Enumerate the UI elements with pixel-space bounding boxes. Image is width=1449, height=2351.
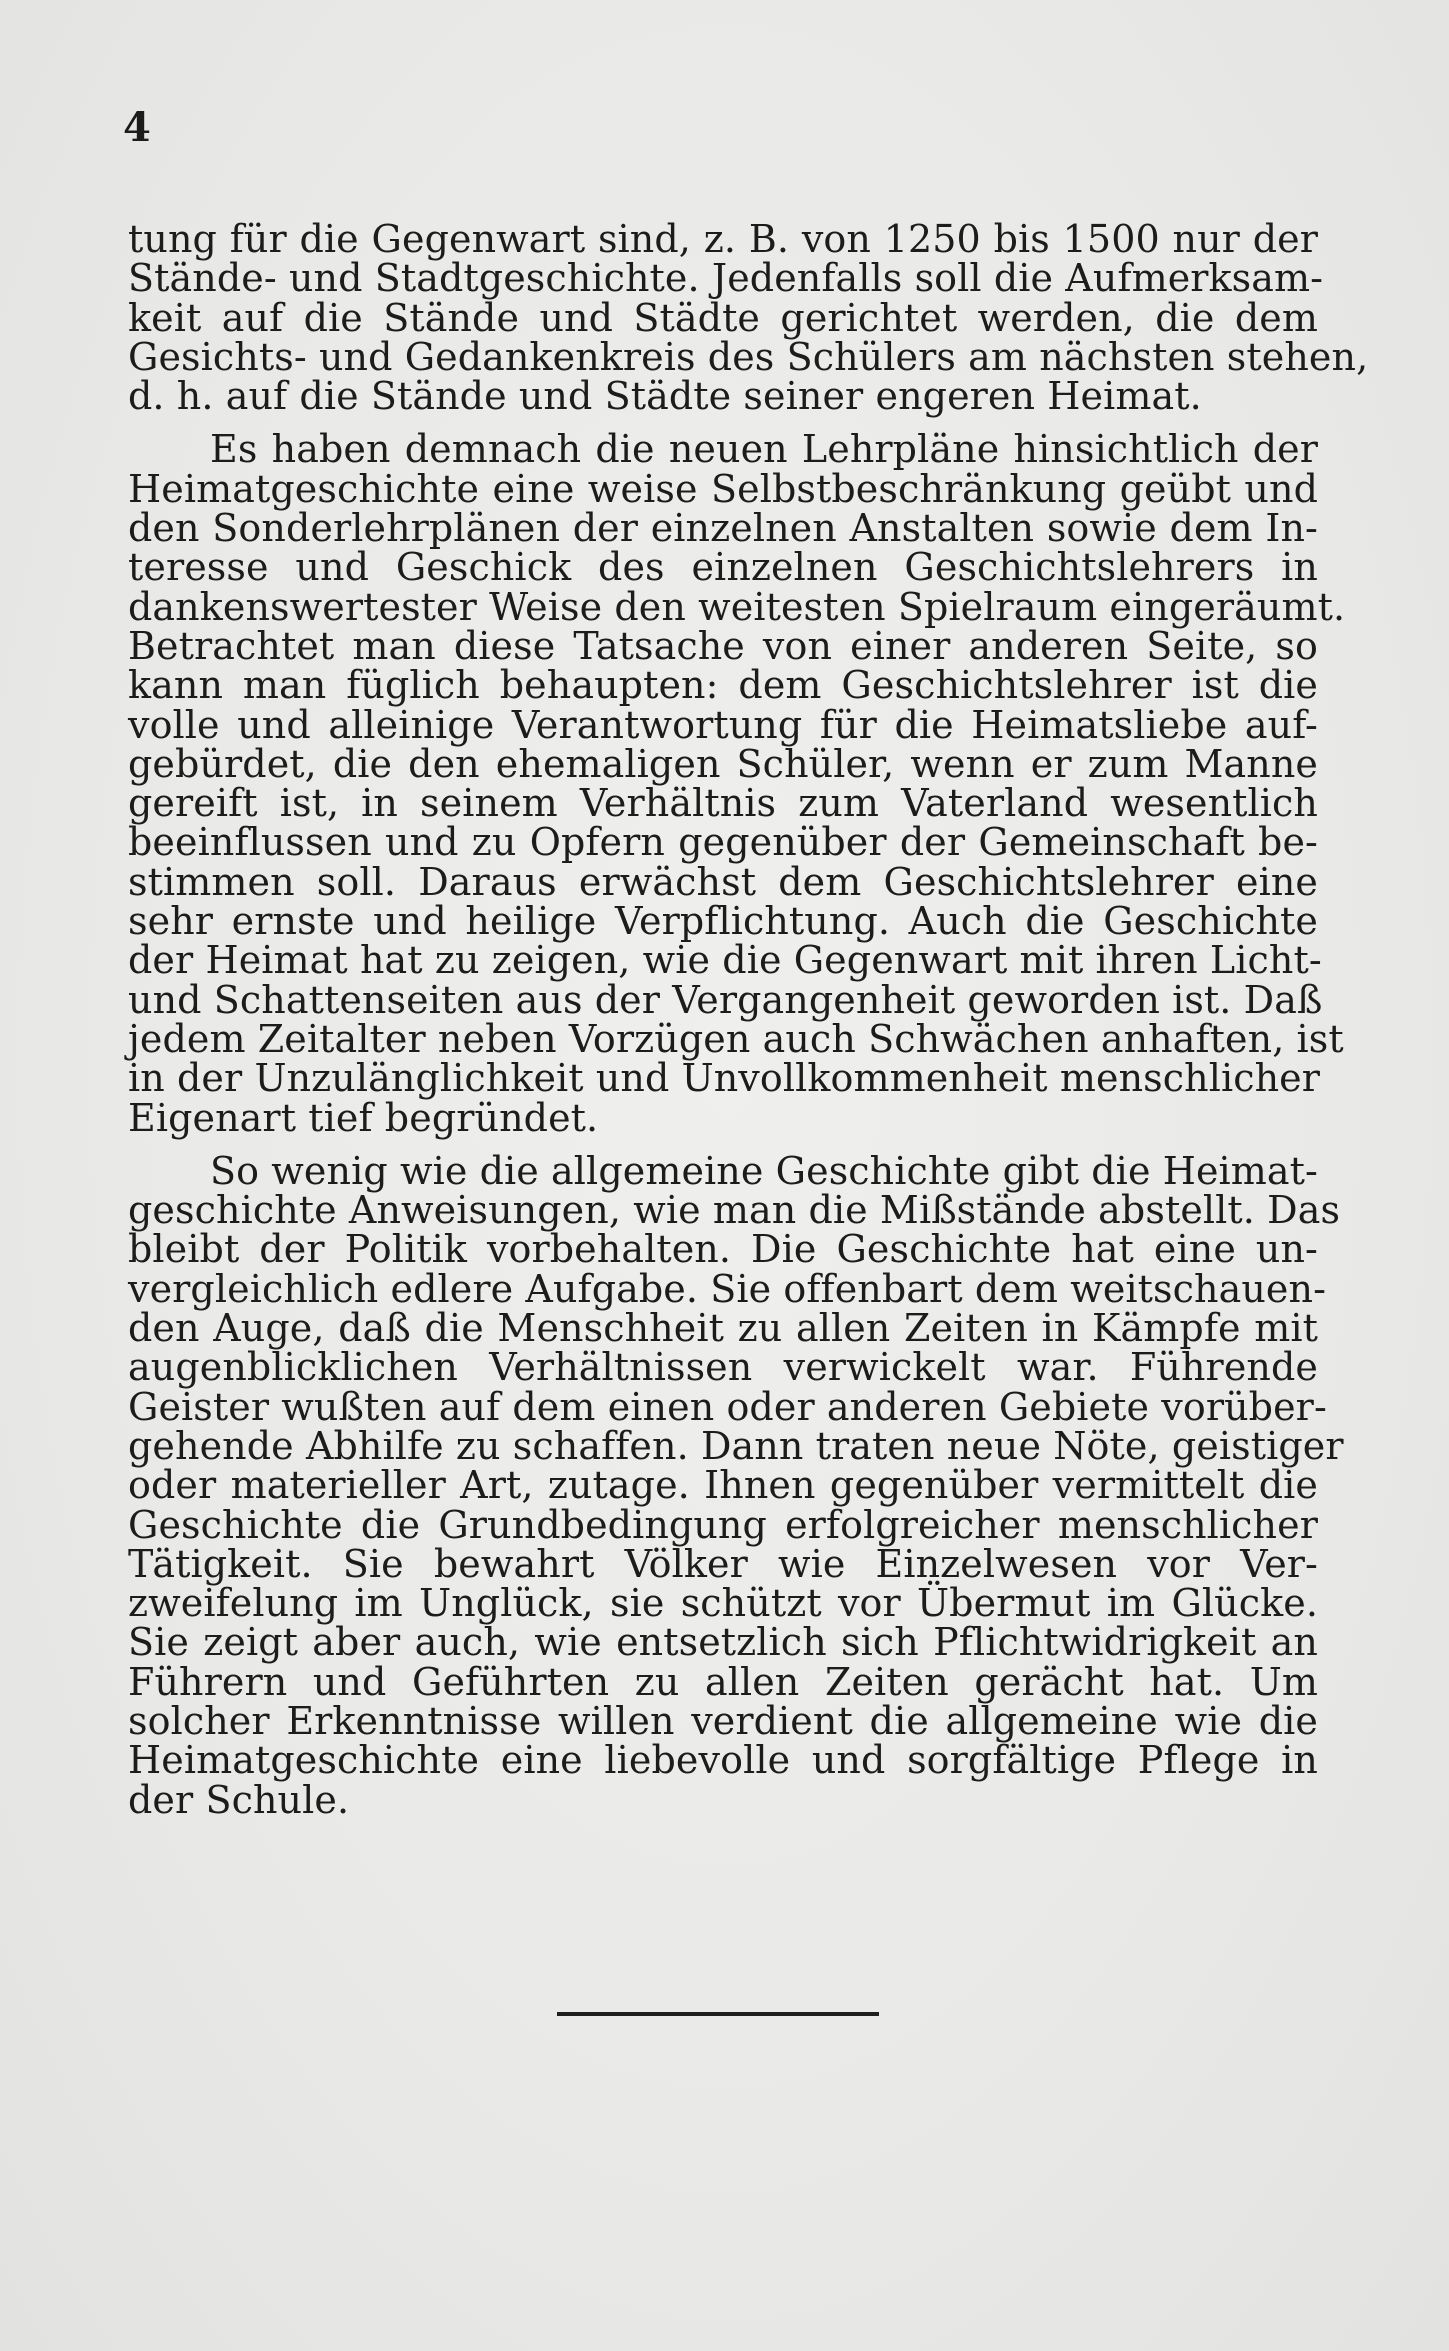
text-line: gereift ist, in seinem Verhältnis zum Vaterland wesentlich <box>128 781 1318 826</box>
text-line: vergleichlich edlere Aufgabe. Sie offenbart dem weitschauen- <box>128 1266 1327 1311</box>
text-line: Stände- und Stadtgeschichte. Jedenfalls soll die Aufmerksam- <box>128 256 1324 301</box>
paragraph-1 <box>128 217 1369 419</box>
text-line: oder materieller Art, zutage. Ihnen gegenüber vermittelt die <box>128 1463 1318 1508</box>
text-line: bleibt der Politik vorbehalten. Die Geschichte hat eine un- <box>128 1227 1318 1272</box>
text-line: gebürdet, die den ehemaligen Schüler, wenn er zum Manne <box>128 741 1318 786</box>
text-line: Heimatgeschichte eine weise Selbstbeschränkung geübt und <box>128 466 1318 511</box>
text-line: sehr ernste und heilige Verpflichtung. Auch die Geschichte <box>128 899 1318 944</box>
text-line: teresse und Geschick des einzelnen Geschichtslehrers in <box>128 545 1318 590</box>
text-line: in der Unzulänglichkeit und Unvollkommenheit menschlicher <box>128 1056 1321 1101</box>
text-line: jedem Zeitalter neben Vorzügen auch Schwächen anhaften, ist <box>128 1016 1344 1061</box>
text-line: Tätigkeit. Sie bewahrt Völker wie Einzelwesen vor Ver- <box>128 1541 1318 1586</box>
text-line: und Schattenseiten aus der Vergangenheit geworden ist. Daß <box>128 977 1323 1022</box>
paragraph-2 <box>128 427 1346 1140</box>
text-line: Eigenart tief begründet. <box>128 1095 599 1140</box>
text-line: d. h. auf die Stände und Städte seiner engeren Heimat. <box>128 374 1202 419</box>
text-line: stimmen soll. Daraus erwächst dem Geschichtslehrer eine <box>128 859 1318 904</box>
text-line: solcher Erkenntnisse willen verdient die allgemeine wie die <box>128 1698 1318 1743</box>
text-line: gehende Abhilfe zu schaffen. Dann traten neue Nöte, geistiger <box>128 1423 1344 1468</box>
text-line: Betrachtet man diese Tatsache von einer anderen Seite, so <box>128 623 1318 668</box>
text-line: beeinflussen und zu Opfern gegenüber der Gemeinschaft be- <box>128 820 1318 865</box>
text-line: Es haben demnach die neuen Lehrpläne hinsichtlich der <box>210 427 1318 472</box>
text-line: Gesichts- und Gedankenkreis des Schülers am nächsten stehen, <box>128 334 1369 379</box>
text-line: Sie zeigt aber auch, wie entsetzlich sich Pflichtwidrigkeit an <box>128 1620 1318 1665</box>
text-line: tung für die Gegenwart sind, z. B. von 1250 bis 1500 nur der <box>128 217 1318 261</box>
page-number: 4 <box>123 104 151 151</box>
text-line: keit auf die Stände und Städte gerichtet werden, die dem <box>128 295 1318 340</box>
text-line: geschichte Anweisungen, wie man die Mißstände abstellt. Das <box>128 1188 1341 1233</box>
text-line: der Heimat hat zu zeigen, wie die Gegenwart mit ihren Licht- <box>128 938 1322 983</box>
text-line: augenblicklichen Verhältnissen verwickelt war. Führende <box>128 1345 1318 1390</box>
text-line: dankenswertester Weise den weitesten Spielraum eingeräumt. <box>128 584 1346 629</box>
text-line: So wenig wie die allgemeine Geschichte gibt die Heimat- <box>210 1148 1318 1193</box>
text-line: Geschichte die Grundbedingung erfolgreicher menschlicher <box>128 1502 1318 1547</box>
text-line: kann man füglich behaupten: dem Geschichtslehrer ist die <box>128 663 1318 708</box>
text-line: Geister wußten auf dem einen oder anderen Gebiete vorüber- <box>128 1384 1327 1429</box>
paragraph-3 <box>128 1148 1344 1822</box>
text-line: volle und alleinige Verantwortung für die Heimatsliebe auf- <box>128 702 1318 747</box>
end-divider-rule <box>557 2012 879 2016</box>
body-text <box>128 217 1369 1822</box>
text-line: den Sonderlehrplänen der einzelnen Anstalten sowie dem In- <box>128 506 1318 551</box>
text-line: der Schule. <box>128 1777 350 1822</box>
text-line: den Auge, daß die Menschheit zu allen Zeiten in Kämpfe mit <box>128 1306 1318 1351</box>
text-line: zweifelung im Unglück, sie schützt vor Übermut im Glücke. <box>128 1581 1318 1626</box>
text-line: Heimatgeschichte eine liebevolle und sorgfältige Pflege in <box>128 1738 1318 1783</box>
text-line: Führern und Geführten zu allen Zeiten gerächt hat. Um <box>128 1659 1318 1704</box>
